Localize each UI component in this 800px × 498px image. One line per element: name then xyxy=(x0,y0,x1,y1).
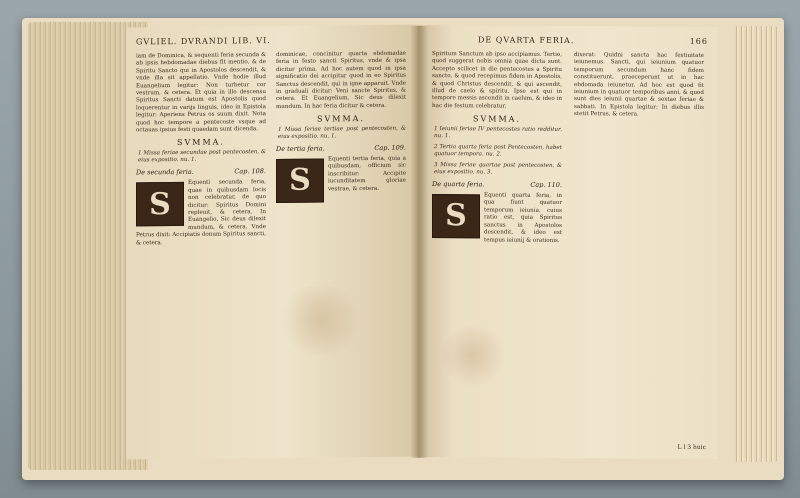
chapter-number: Cap. 108. xyxy=(234,166,266,176)
catchword: L l 3 huic xyxy=(677,443,706,451)
right-running-head-text: DE QVARTA FERIA. xyxy=(478,35,575,46)
initial-letter: S xyxy=(445,198,467,234)
chapter-text: Equenti tertia feria, quia a quibusdam, officium sic inscribitur: Accipite iucunditatem gloriae vestrae, & cetera. xyxy=(328,155,406,193)
chapter-text: Equenti quarta feria, in qua fiunt quatuor temporum ieiunia, cuius ratio est, quia Spiritus sanctus in Apostolos descendit, & ideo est tempus ieiunij & orationis. xyxy=(484,192,562,244)
page-stain xyxy=(276,285,366,356)
left-col1-text: iam de Dominica, & sequenti feria secunda & ab ipsis hebdomadae diebus fit mentio, & de Spiritu Sancto qui in Apostolos descendit, & vnde illa sit appellatio. Vnde hodie illud Euangelium legitur: Non turbetur cor vestrum, & cetera. Et quia in illo descensu Spiritus Sancti datum est Apostolis quod loquerentur in varijs linguis, ideo in Epistola legitur: Aperiens Petrus os suum dixit. Nota quod hoc tempore a pentecoste vsque ad octauas ipsius festi quaedam sunt dicenda. xyxy=(136,52,266,134)
woodcut-initial xyxy=(432,194,480,238)
right-page xyxy=(418,25,718,459)
folio-number: 166 xyxy=(689,36,708,46)
right-column-1 xyxy=(432,51,562,245)
summa-note-2: 2 Tertia quarta feria post Pentecosten, habet quatuor tempora. nu. 2. xyxy=(434,143,562,158)
chapter-heading xyxy=(432,181,562,189)
left-running-head-text: GVLIEL. DVRANDI LIB. VI. xyxy=(136,36,271,47)
summa-heading: SVMMA. xyxy=(317,114,365,124)
left-page xyxy=(126,24,418,459)
right-col2-text: dixerat: Quidni sancta hac festiuitate ieiunemus. Sancti, qui ieiunium quatuor temporum secundum hanc fidem constituerunt, praeceperunt ut in hac ebdomada ieiunetur. Ad hoc est quod fit ieiunium in quatuor temporibus anni, & quod sunt dies ieiunii quartae & sextae feriae & sabbati. In Epistola legitur: In diebus illis stetit Petrus, & cetera. xyxy=(574,52,704,118)
chapter-number: Cap. 109. xyxy=(374,143,406,152)
left-column-1 xyxy=(136,52,266,247)
left-col2-text: dominicae, concinitur quarta ebdomadae feria in festo sancti Spiritus, vnde & ipsa dicitur prima. Ad hoc autem quod in ipsa significatio dei accipitur quod in eo Spiritus Sanctus descendit, qui in igne apparuit. Vnde in graduali dicitur: Veni sancte Spiritus, & cetera. Et Euangelium, Sic deus dilexit mundum. In hac feria dicitur & cetera. xyxy=(276,50,406,110)
summa-note-3: 3 Missa feriae quartae post pentecosten, & eius expositio. nu. 3. xyxy=(434,161,562,176)
chapter-heading xyxy=(136,168,266,177)
initial-letter: S xyxy=(289,162,311,199)
summa-note: 1 Missa feriae secundae post pentecosten, & eius expositio. nu. 1. xyxy=(138,148,266,164)
chapter-title: De quarta feria. xyxy=(432,179,485,189)
summa-note: 1 Missa feriae tertiae post pentecosten, & eius expositio. nu. 1. xyxy=(278,125,406,140)
right-running-head xyxy=(478,35,708,46)
left-column-2 xyxy=(276,51,406,205)
open-book xyxy=(22,12,784,482)
right-column-2 xyxy=(574,52,704,120)
summa-heading: SVMMA. xyxy=(473,114,521,124)
chapter-number: Cap. 110. xyxy=(530,180,562,189)
page-edges-right xyxy=(734,26,778,462)
chapter-title: De tertia feria. xyxy=(276,144,325,153)
chapter-title: De secunda feria. xyxy=(136,167,194,177)
chapter-text: Equenti secunda feria, quae in quibusdam locis non celebratur, de quo dicitur: Spiritus Domini repleuit, & cetera. In Euangelio, Sic deus dilexit mundum, & cetera. Vnde Petrus dixit: Accipiatis donum Spiritus sancti, & cetera. xyxy=(136,179,266,246)
book-gutter xyxy=(410,26,428,458)
woodcut-initial xyxy=(276,159,324,204)
woodcut-initial xyxy=(136,182,184,227)
left-running-head xyxy=(136,35,408,47)
initial-letter: S xyxy=(149,186,171,222)
summa-note-1: 1 Ieiunii feriae IV pentecostes ratio redditur. nu. 1. xyxy=(434,125,562,139)
chapter-heading xyxy=(276,144,406,153)
summa-heading: SVMMA. xyxy=(177,137,225,148)
page-stain xyxy=(438,325,508,385)
right-col1-text: Spiritum Sanctum ab ipso accipiamus. Tertio, quod suggerat nobis omnia quae dicta sunt. Accepto scilicet in die pentecostes a Spiritu sancto, & quod recepimus fidem in Apostolis, & quod Christus descendit, & qui ascendit, illud de caelo & spiritu. Ipse est qui in tempore messis ascendit in caelum, & ideo in hac die festum celebratur. xyxy=(432,51,562,110)
